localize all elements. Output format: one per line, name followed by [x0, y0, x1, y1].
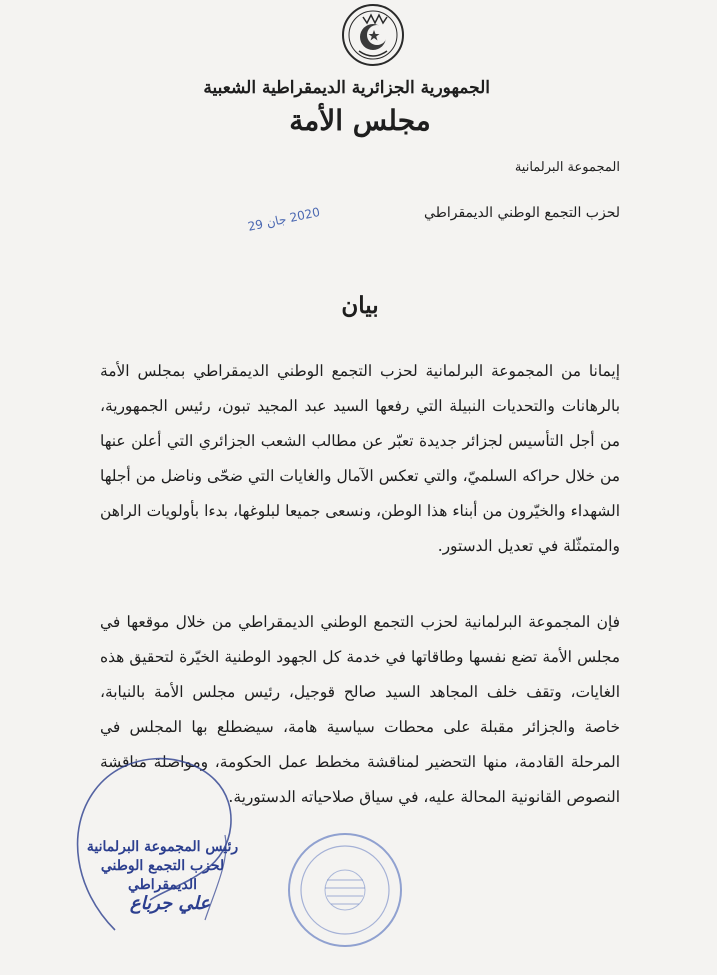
signature-name: علي جرباع — [129, 893, 211, 914]
signature-title — [65, 838, 260, 895]
state-emblem — [333, 3, 413, 67]
document-title: بيان — [341, 292, 379, 319]
date-stamp: 2020 جان 29 — [246, 204, 322, 234]
sender-group: المجموعة البرلمانية — [514, 160, 620, 175]
paragraph-2: فإن المجموعة البرلمانية لحزب التجمع الوطني الديمقراطي من خلال موقعها في مجلس الأمة تضع نفسها وطاقاتها في خدمة كل الجهود الوطنية الخيّرة لتحقيق هذه الغايات، وتقف خلف المجاهد السيد صالح قوجيل، رئيس مجلس الأمة بالنيابة، خاصة والجزائر مقبلة على محطات سياسية هامة، سيضطلع بها المجلس في المرحلة القادمة، منها التحضير لمناقشة مخطط عمل الحكومة، ومواصلة مناقشة النصوص القانونية المحالة عليه، في سياق صلاحياته الدستورية. — [100, 613, 620, 806]
republic-name: الجمهورية الجزائرية الديمقراطية الشعبية — [203, 78, 490, 98]
official-seal — [285, 830, 405, 950]
paragraph-1: إيمانا من المجموعة البرلمانية لحزب التجمع الوطني الديمقراطي بمجلس الأمة بالرهانات والتحديات النبيلة التي رفعها السيد عبد المجيد تبون، رئيس الجمهورية، من أجل التأسيس لجزائر جديدة تعبّر عن مطالب الشعب الجزائري التي أعلن عنها من خلال حراكه السلميّ، والتي تعكس الآمال والغايات التي ضحّى وناضل من أجلها الشهداء والخيّرون من أبناء هذا الوطن، ونسعى جميعا لبلوغها، بدءا بأولويات الراهن والمتمثّلة في تعديل الدستور. — [100, 362, 620, 555]
council-name: مجلس الأمة — [289, 104, 431, 137]
signature-title-line2: لحزب التجمع الوطني الديمقراطي — [100, 858, 225, 893]
signature-title-line1: رئيس المجموعة البرلمانية — [86, 839, 239, 855]
sender-party: لحزب التجمع الوطني الديمقراطي — [424, 205, 620, 221]
